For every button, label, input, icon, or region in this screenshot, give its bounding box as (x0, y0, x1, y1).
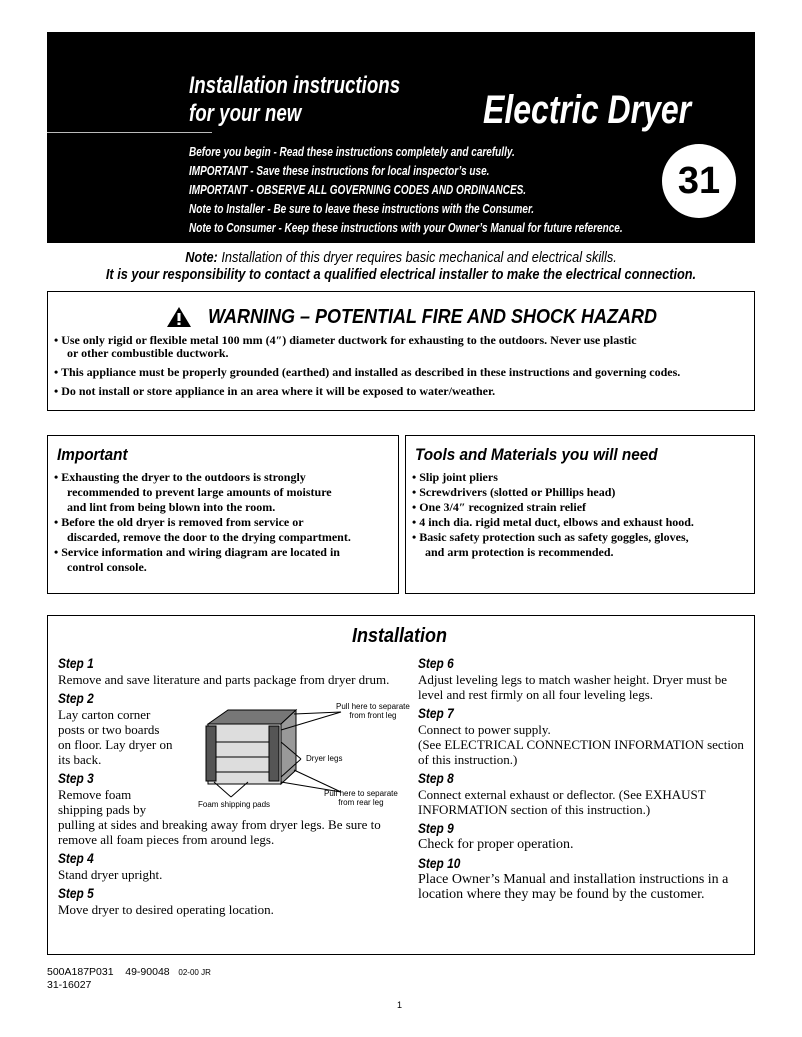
tool-item: • Screwdrivers (slotted or Phillips head) (412, 485, 616, 499)
step-text: Place Owner’s Manual and installation instructions in a location where they may be found by the customer. (418, 872, 729, 902)
step-text: Remove foam shipping pads by (58, 787, 147, 817)
step-text: Move dryer to desired operating location. (58, 902, 274, 917)
step-text: Stand dryer upright. (58, 867, 163, 882)
note-responsibility: It is your responsibility to contact a qualified electrical installer to make the electrical connection. (105, 266, 697, 283)
step-text: Adjust leveling legs to match washer height. Dryer must be level and rest firmly on all four leveling legs. (418, 672, 728, 702)
warning-item: • This appliance must be properly grounded (earthed) and installed as described in these instructions and governing codes. (54, 365, 681, 379)
tools-title: Tools and Materials you will need (415, 445, 658, 464)
header-line: Note to Consumer - Keep these instructions with your Owner’s Manual for future reference. (189, 221, 623, 235)
header-line: IMPORTANT - OBSERVE ALL GOVERNING CODES AND ORDINANCES. (189, 183, 527, 197)
step-label: Step 8 (418, 770, 454, 786)
step-label: Step 1 (58, 655, 94, 671)
step-label: Step 10 (418, 855, 461, 871)
pub-number: 49-90048 (125, 966, 170, 978)
step-text: Lay carton corner posts or two boards on floor. Lay dryer on its back. (58, 707, 173, 767)
note-label: Note: (185, 249, 218, 266)
important-item: • Exhausting the dryer to the outdoors is strongly recommended to prevent large amounts of moisture and lint from being blown into the room. (54, 470, 332, 514)
step-label: Step 9 (418, 820, 454, 836)
tools-box (405, 435, 755, 594)
warning-item: • Use only rigid or flexible metal 100 mm (4″) diameter ductwork for exhausting to the outdoors. Never use plastic or other combustible ductwork. (54, 333, 637, 360)
header-title (189, 72, 400, 128)
tool-item: • Slip joint pliers (412, 470, 498, 484)
step-text: Connect external exhaust or deflector. (See EXHAUST INFORMATION section of this instruction.) (418, 787, 706, 817)
label-foam-pads: Foam shipping pads (198, 800, 271, 809)
header-line: IMPORTANT - Save these instructions for local inspector’s use. (189, 164, 490, 178)
tool-item: • One 3/4″ recognized strain relief (412, 500, 587, 514)
important-item: • Service information and wiring diagram are located in control console. (54, 545, 340, 574)
warning-item: • Do not install or store appliance in an area where it will be exposed to water/weather. (54, 384, 496, 398)
header-instructions (189, 143, 731, 238)
product-title: Electric Dryer (483, 88, 692, 132)
header-line: Before you begin - Read these instructions completely and carefully. (189, 145, 515, 159)
step-text: (See ELECTRICAL CONNECTION INFORMATION section of this instruction.) (418, 737, 744, 767)
title-line-2: for your new (189, 100, 302, 127)
step-text: Check for proper operation. (418, 837, 574, 852)
step-label: Step 6 (418, 655, 454, 671)
part-number: 500A187P031 (47, 966, 114, 978)
step-label: Step 3 (58, 770, 94, 786)
warning-box (47, 291, 755, 411)
step-text: Remove and save literature and parts package from dryer drum. (58, 672, 390, 687)
model-badge: 31 (662, 144, 736, 218)
header-line: Note to Installer - Be sure to leave these instructions with the Consumer. (189, 202, 535, 216)
divider (47, 132, 212, 133)
doc-number: 31-16027 (47, 979, 92, 991)
step-text: Connect to power supply. (418, 722, 551, 737)
step-label: Step 2 (58, 690, 94, 706)
dryer-diagram (186, 702, 411, 822)
tool-item: • Basic safety protection such as safety goggles, gloves, and arm protection is recommended. (412, 530, 689, 559)
title-line-1: Installation instructions (189, 72, 401, 99)
warning-title: WARNING – POTENTIAL FIRE AND SHOCK HAZARD (208, 306, 658, 328)
installation-box (47, 615, 755, 955)
important-box (47, 435, 399, 594)
step-text: pulling at sides and breaking away from dryer legs. Be sure to remove all foam pieces from around legs. (58, 817, 381, 847)
installation-title: Installation (352, 625, 448, 647)
label-front-leg: Pull here to separate from front leg (336, 702, 410, 720)
label-rear-leg: Pull here to separate from rear leg (324, 789, 398, 807)
note (47, 249, 755, 283)
tool-item: • 4 inch dia. rigid metal duct, elbows and exhaust hood. (412, 515, 694, 529)
note-text: Installation of this dryer requires basic mechanical and electrical skills. (217, 249, 617, 266)
step-label: Step 4 (58, 850, 94, 866)
label-dryer-legs: Dryer legs (306, 754, 343, 763)
important-item: • Before the old dryer is removed from service or discarded, remove the door to the drying compartment. (54, 515, 351, 544)
step-label: Step 7 (418, 705, 454, 721)
header-banner (47, 32, 755, 243)
step-label: Step 5 (58, 885, 94, 901)
page-number: 1 (397, 1000, 403, 1010)
warning-icon (166, 306, 192, 328)
footer (47, 966, 211, 991)
revision-date: 02-00 JR (178, 968, 211, 977)
important-title: Important (57, 445, 128, 464)
